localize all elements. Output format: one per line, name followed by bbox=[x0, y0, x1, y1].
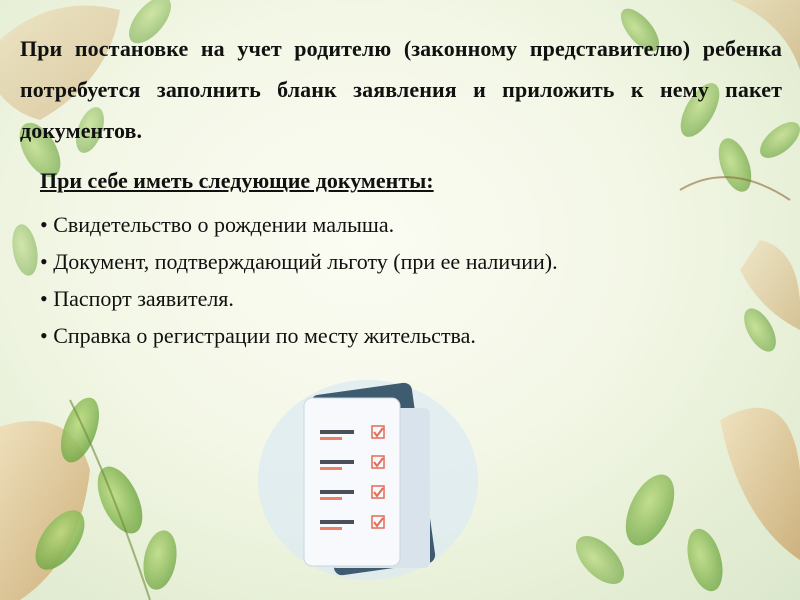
list-item: • Свидетельство о рождении малыша. bbox=[40, 206, 558, 243]
documents-list-title: При себе иметь следующие документы: bbox=[40, 168, 434, 193]
list-item: • Документ, подтверждающий льготу (при ее наличии). bbox=[40, 243, 558, 280]
list-item: • Паспорт заявителя. bbox=[40, 280, 558, 317]
intro-paragraph: При постановке на учет родителю (законному представителю) ребенка потребуется заполнить бланк заявления и приложить к нему пакет документов. bbox=[20, 36, 782, 143]
list-item: • Справка о регистрации по месту жительства. bbox=[40, 317, 558, 354]
